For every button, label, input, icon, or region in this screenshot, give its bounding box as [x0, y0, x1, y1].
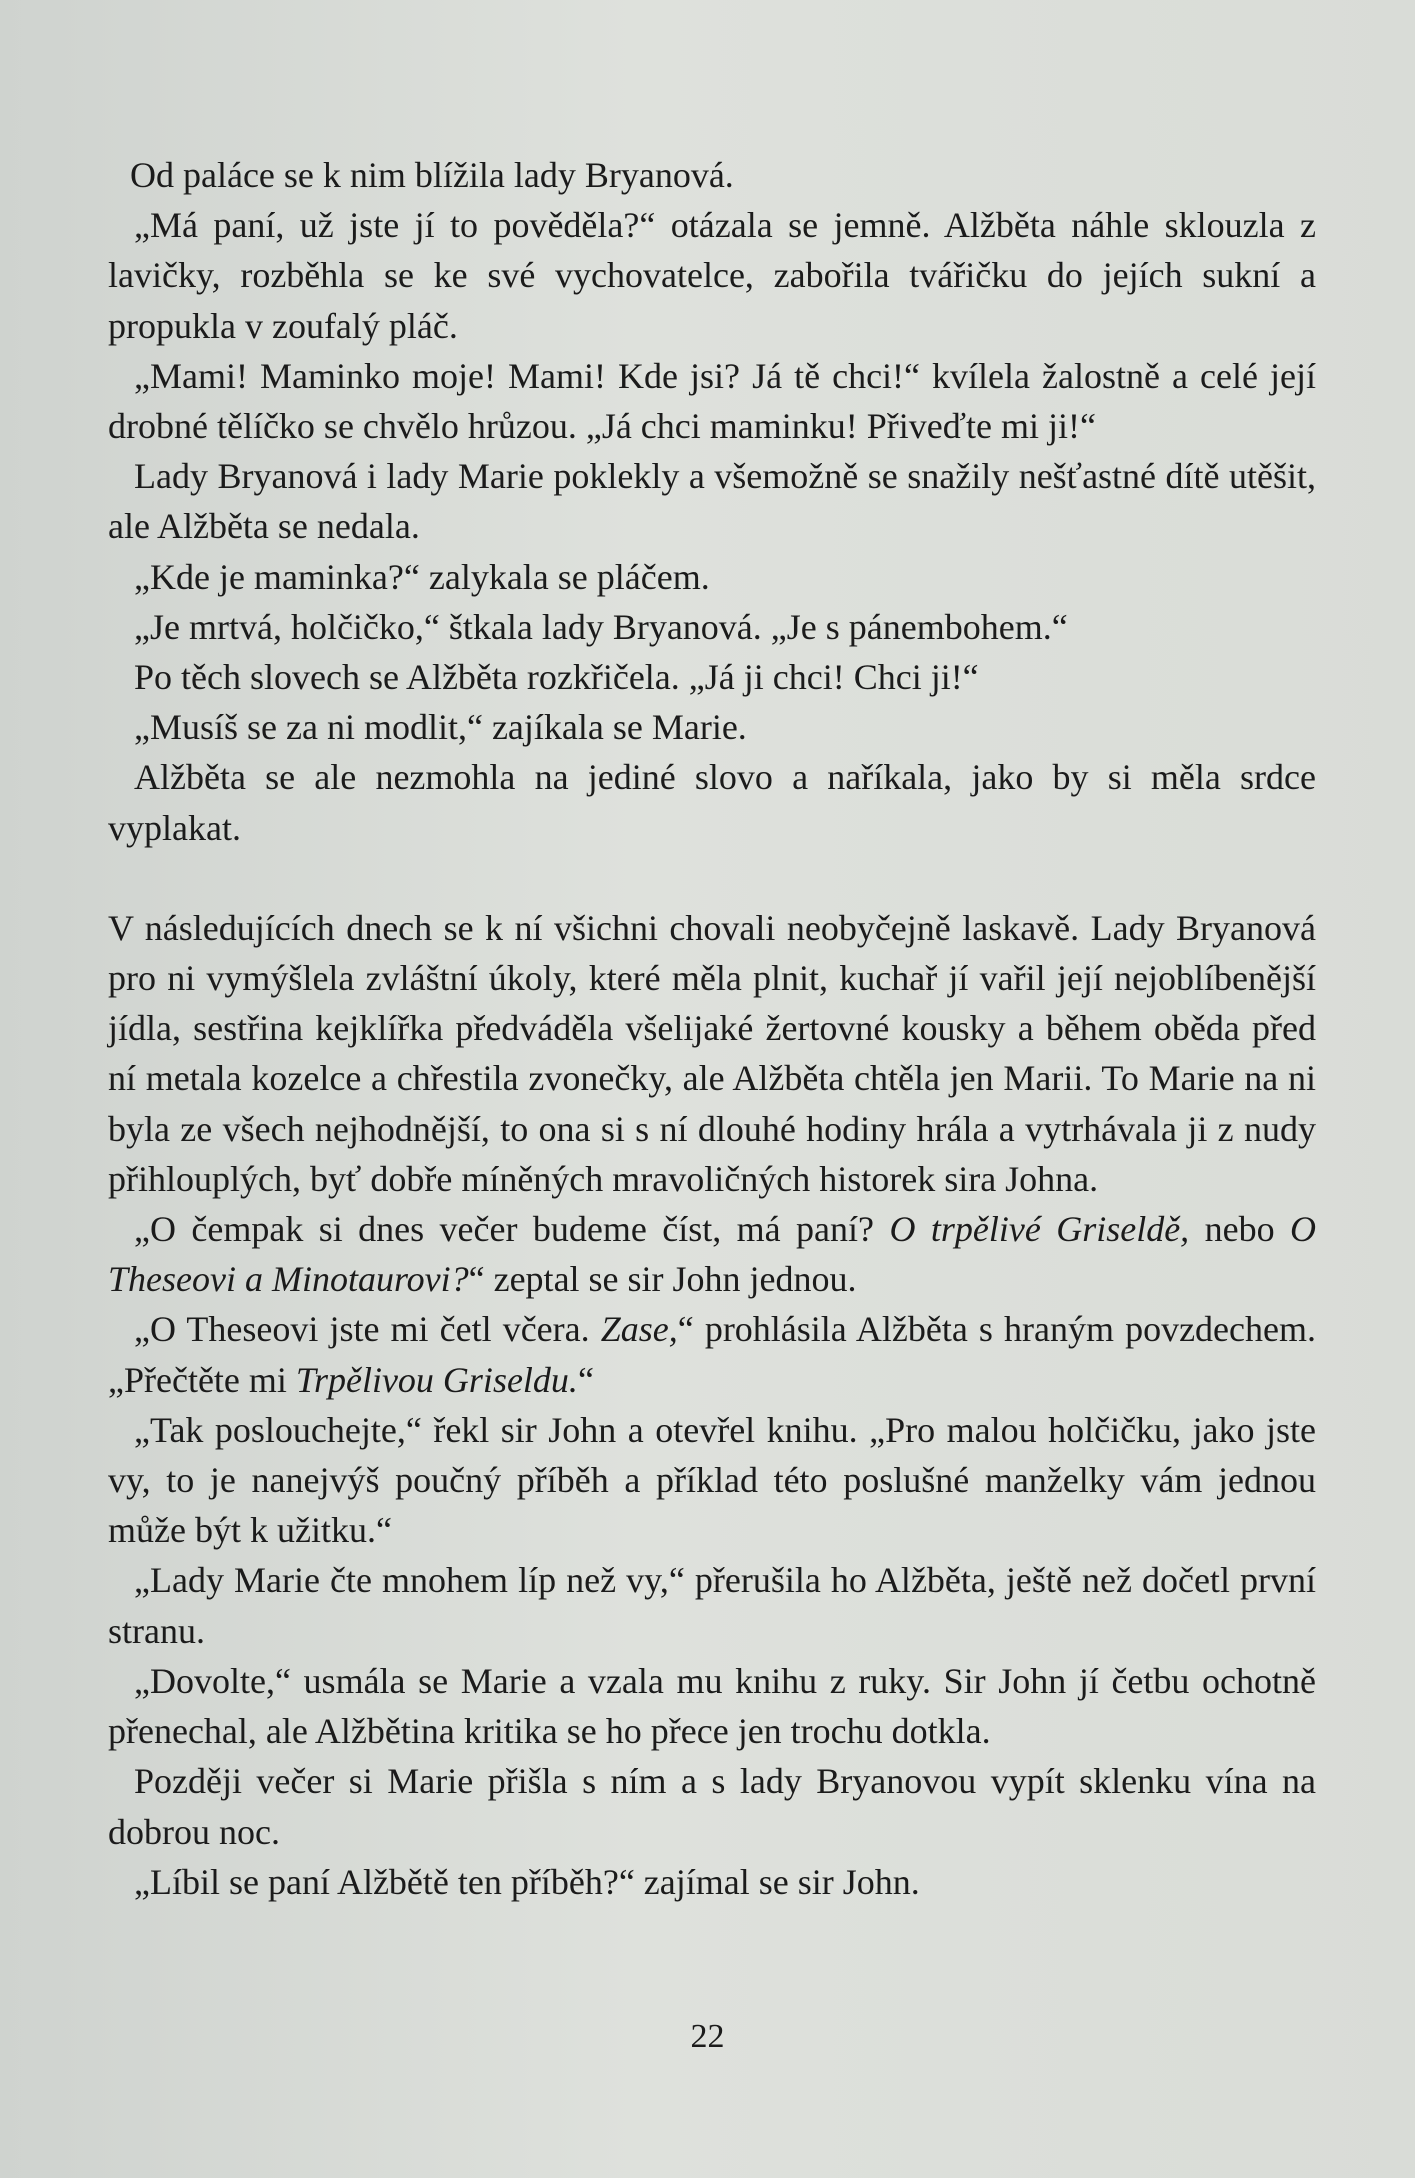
text-run: „O čempak si dnes večer budeme číst, má paní? — [134, 1209, 890, 1250]
text-run: “ — [577, 1359, 594, 1400]
paragraph: „Kde je maminka?“ zalykala se pláčem. — [134, 556, 710, 597]
section-break — [108, 853, 1316, 903]
paragraph: „Má paní, už jste jí to pověděla?“ otázala se jemně. Alžběta náhle sklouzla z lavičky, rozběhla se ke své vychovatelce, zabořila tvářičku do jejích sukní a propukla v zoufalý pláč. — [108, 205, 1316, 346]
paragraph: „Musíš se za ni modlit,“ zajíkala se Marie. — [134, 707, 747, 748]
book-title: Trpělivou Griseldu. — [295, 1359, 578, 1400]
paragraph: Od paláce se k nim blížila lady Bryanová. — [130, 155, 734, 195]
paragraph: „Dovolte,“ usmála se Marie a vzala mu knihu z ruky. Sir John jí četbu ochotně přenechal, ale Alžbětina kritika se ho přece jen trochu dotkla. — [108, 1660, 1316, 1752]
paragraph: Lady Bryanová i lady Marie poklekly a všemožně se snažily nešťastné dítě utěšit, ale Alžběta se nedala. — [108, 456, 1316, 547]
paragraph — [108, 1204, 1316, 1304]
book-title: O trpělivé Griseldě, — [889, 1209, 1190, 1250]
text-run: „O Theseovi jste mi četl včera. — [134, 1309, 601, 1350]
book-title: O Theseovi a Minotaurovi? — [108, 1209, 1316, 1300]
paragraph: Po těch slovech se Alžběta rozkřičela. „Já ji chci! Chci ji!“ — [134, 657, 979, 698]
body-text — [108, 150, 1316, 1907]
page-number: 22 — [690, 2018, 725, 2055]
paragraph — [108, 1304, 1316, 1404]
text-run: “ zeptal se sir John jednou. — [468, 1259, 857, 1300]
text-run: “ prohlásila Alžběta s hraným povzdechem. „Přečtěte mi — [108, 1309, 1316, 1400]
emphasis: Zase, — [600, 1309, 678, 1350]
paragraph: Alžběta se ale nezmohla na jediné slovo a naříkala, jako by si měla srdce vyplakat. — [108, 757, 1316, 848]
paragraph: „Mami! Maminko moje! Mami! Kde jsi? Já tě chci!“ kvílela žalostně a celé její drobné tělíčko se chvělo hrůzou. „Já chci maminku! Přiveďte mi ji!“ — [108, 355, 1316, 447]
paragraph: „Lady Marie čte mnohem líp než vy,“ přerušila ho Alžběta, ještě než dočetl první stranu. — [108, 1560, 1316, 1651]
paragraph: „Je mrtvá, holčičko,“ štkala lady Bryanová. „Je s pánembohem.“ — [134, 606, 1068, 647]
paragraph: „Tak poslouchejte,“ řekl sir John a otevřel knihu. „Pro malou holčičku, jako jste vy, to je nanejvýš poučný příběh a příklad této poslušné manželky vám jednou může být k užitku.“ — [108, 1409, 1316, 1551]
paragraph: V následujících dnech se k ní všichni chovali neobyčejně laskavě. Lady Bryanová pro ni vymýšlela zvláštní úkoly, které měla plnit, kuchař jí vařil její nejoblíbenější jídla, sestřina kejklířka předváděla všelijaké žertovné kousky a během oběda před ní metala kozelce a chřestila zvonečky, ale Alžběta chtěla jen Marii. To Marie na ni byla ze všech nejhodnější, to ona si s ní dlouhé hodiny hrála a vytrhávala ji z nudy přihlouplých, byť dobře míněných mravoličných historek sira Johna. — [108, 907, 1316, 1199]
text-run: nebo — [1189, 1209, 1290, 1250]
paragraph: „Líbil se paní Alžbětě ten příběh?“ zajímal se sir John. — [134, 1861, 920, 1902]
paragraph: Později večer si Marie přišla s ním a s lady Bryanovou vypít sklenku vína na dobrou noc. — [108, 1761, 1316, 1852]
